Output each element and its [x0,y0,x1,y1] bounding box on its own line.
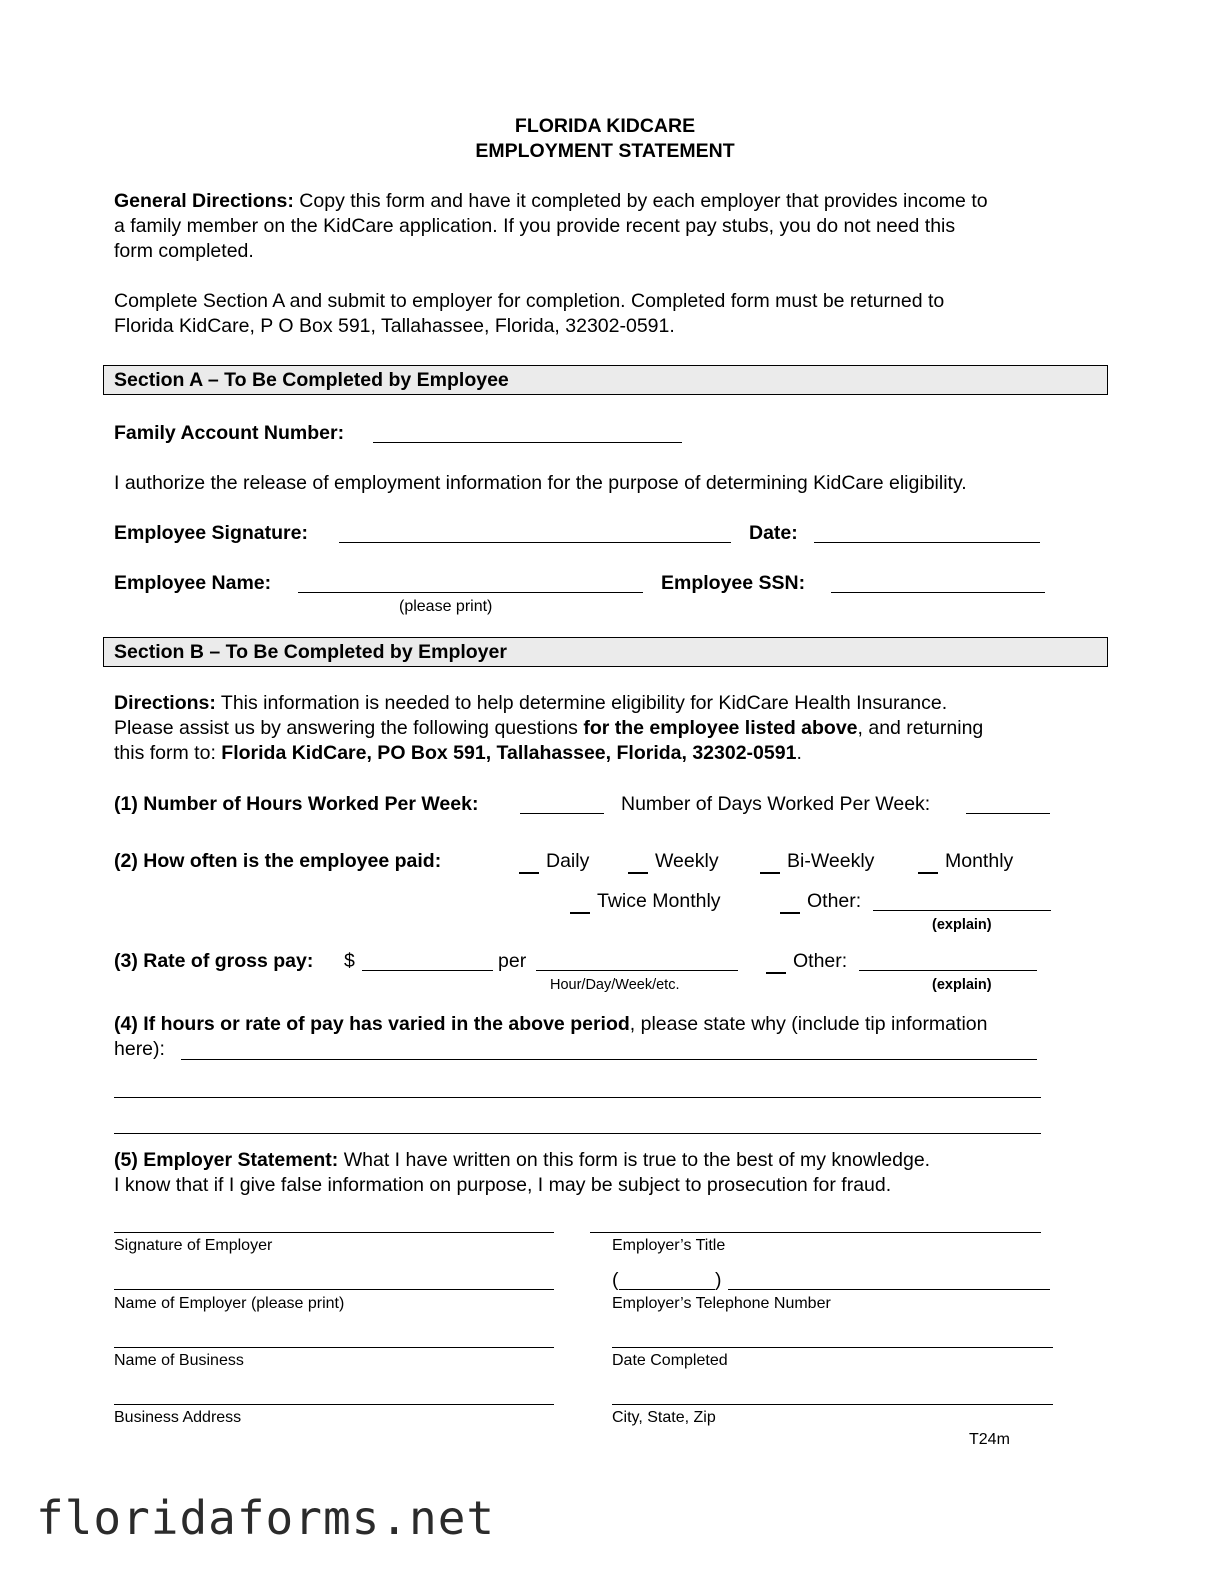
employee-signature-label: Employee Signature: [114,522,308,544]
q1-hours-label: (1) Number of Hours Worked Per Week: [114,793,479,815]
q3-label: (3) Rate of gross pay: [114,950,314,972]
q5-label: (5) Employer Statement: [114,1149,339,1171]
q3-other-explain-field[interactable] [859,970,1037,971]
general-directions-line2: a family member on the KidCare application. If you provide recent pay stubs, you do not need this [114,215,956,237]
directions-line3 [114,741,1094,766]
q4-line1 [114,1012,1094,1037]
family-account-label: Family Account Number: [114,422,345,444]
signature-of-employer-field[interactable] [114,1232,554,1233]
option-daily-label: Daily [546,850,590,872]
q4-text: , please state why (include tip information [629,1013,988,1035]
business-address-label: Business Address [114,1409,242,1426]
q3-unit-field[interactable] [536,970,738,971]
q4-answer-line1[interactable] [181,1059,1037,1060]
directions-text3a: this form to: [114,742,222,764]
q2-label: (2) How often is the employee paid: [114,850,442,872]
employee-name-label: Employee Name: [114,572,272,594]
employee-signature-field[interactable] [339,542,731,543]
option-monthly-checkbox[interactable] [918,872,938,874]
option-weekly-label: Weekly [655,850,719,872]
general-directions-label: General Directions: [114,190,294,212]
name-of-employer-label: Name of Employer (please print) [114,1295,345,1312]
section-b-heading: Section B – To Be Completed by Employer [114,641,507,663]
option-other-checkbox[interactable] [780,912,800,914]
directions-label: Directions: [114,692,216,714]
q4-answer-line2[interactable] [114,1097,1041,1098]
option-weekly-checkbox[interactable] [628,872,648,874]
phone-number-field[interactable] [728,1289,1050,1290]
directions-text1: This information is needed to help determine eligibility for KidCare Health Insurance. [215,692,948,714]
q1-days-label: Number of Days Worked Per Week: [621,793,931,815]
phone-area-close-paren: ) [715,1269,722,1291]
q3-unit-hint: Hour/Day/Week/etc. [550,977,680,993]
q5-line1 [114,1148,1094,1173]
q3-explain-hint: (explain) [932,977,992,993]
employers-title-field[interactable] [590,1232,1041,1233]
name-of-business-label: Name of Business [114,1352,244,1369]
option-monthly-label: Monthly [945,850,1014,872]
option-biweekly-checkbox[interactable] [760,872,780,874]
employee-ssn-label: Employee SSN: [661,572,806,594]
option-biweekly-label: Bi-Weekly [787,850,875,872]
q4-label: (4) If hours or rate of pay has varied in the above period [114,1013,630,1035]
option-twice-monthly-label: Twice Monthly [597,890,721,912]
form-title-line1: FLORIDA KIDCARE [514,115,696,137]
date-label: Date: [749,522,798,544]
date-completed-field[interactable] [612,1347,1053,1348]
q2-explain-hint: (explain) [932,917,992,933]
form-code: T24m [969,1431,1010,1448]
family-account-field[interactable] [373,442,682,443]
q3-per-label: per [498,950,527,972]
complete-section-line2: Florida KidCare, P O Box 591, Tallahassee, Florida, 32302-0591. [114,315,675,337]
general-directions-line3: form completed. [114,240,254,262]
signature-of-employer-label: Signature of Employer [114,1237,273,1254]
name-of-employer-field[interactable] [114,1289,554,1290]
q3-other-checkbox[interactable] [766,972,786,974]
section-a-heading: Section A – To Be Completed by Employee [114,369,509,391]
authorize-text: I authorize the release of employment information for the purpose of determining KidCare eligibility. [114,472,967,494]
section-b-header [103,637,1108,667]
q2-other-explain-field[interactable] [873,910,1051,911]
phone-area-open-paren: ( [612,1269,619,1291]
directions-line2 [114,716,1094,741]
directions-text2a: Please assist us by answering the following questions [114,717,584,739]
phone-area-code-field[interactable] [619,1289,715,1290]
form-title-line2: EMPLOYMENT STATEMENT [475,140,735,162]
q4-here-label: here): [114,1038,165,1060]
date-field[interactable] [814,542,1040,543]
city-state-zip-field[interactable] [612,1404,1053,1405]
option-twice-monthly-checkbox[interactable] [570,912,590,914]
employers-title-label: Employer’s Title [612,1237,726,1254]
q3-dollar-sign: $ [344,950,355,972]
directions-text3c: . [796,742,802,764]
city-state-zip-label: City, State, Zip [612,1409,716,1426]
general-directions-line1 [114,189,1094,214]
employee-ssn-field[interactable] [831,592,1045,593]
business-address-field[interactable] [114,1404,554,1405]
directions-text2c: , and returning [857,717,984,739]
complete-section-line1: Complete Section A and submit to employer for completion. Completed form must be returned to [114,290,945,312]
q5-text1: What I have written on this form is true to the best of my knowledge. [338,1149,931,1171]
q5-line2: I know that if I give false information on purpose, I may be subject to prosecution for fraud. [114,1174,892,1196]
employers-phone-label: Employer’s Telephone Number [612,1295,831,1312]
q1-hours-field[interactable] [520,813,604,814]
option-other-label: Other: [807,890,862,912]
directions-text2b: for the employee listed above [583,717,858,739]
date-completed-label: Date Completed [612,1352,728,1369]
name-of-business-field[interactable] [114,1347,554,1348]
general-directions-text1: Copy this form and have it completed by each employer that provides income to [293,190,988,212]
q4-answer-line3[interactable] [114,1133,1041,1134]
directions-line1 [114,691,1094,716]
q1-days-field[interactable] [966,813,1050,814]
directions-text3b: Florida KidCare, PO Box 591, Tallahassee, Florida, 32302-0591 [221,742,797,764]
section-a-header [103,365,1108,395]
please-print-hint: (please print) [399,598,493,615]
option-daily-checkbox[interactable] [519,872,539,874]
q3-rate-field[interactable] [362,970,493,971]
employee-name-field[interactable] [298,592,643,593]
site-watermark: floridaforms.net [36,1491,496,1545]
q3-other-label: Other: [793,950,848,972]
